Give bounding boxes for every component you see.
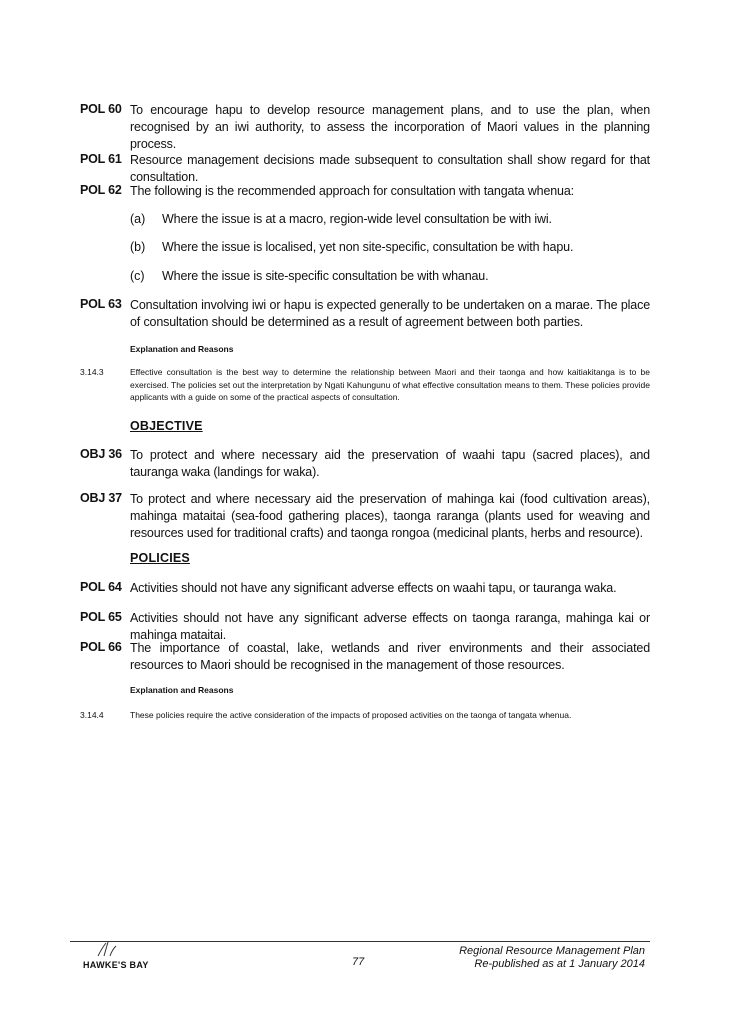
footer-rule	[70, 941, 650, 942]
obj-37-text: To protect and where necessary aid the preservation of mahinga kai (food cultivation areas), mahinga mataitai (sea-food gathering places), taonga raranga (plants used for weaving and resources used for traditional crafts) and taonga rongoa (medicinal plants, herbs and resource).	[130, 492, 650, 540]
pol-62-item-a-text: Where the issue is at a macro, region-wide level consultation be with iwi.	[162, 212, 552, 226]
explanation-heading-1: Explanation and Reasons	[130, 344, 234, 354]
pol-60-text: To encourage hapu to develop resource management plans, and to use the plan, when recognised by an iwi authority, to assess the incorporation of Maori values in the planning process.	[130, 103, 650, 151]
pol-64-label: POL 64	[80, 580, 122, 594]
footer-title: Regional Resource Management Plan	[459, 945, 645, 957]
pol-63-text: Consultation involving iwi or hapu is expected generally to be undertaken on a marae. The place of consultation should be determined as a result of agreement between both parties.	[130, 298, 650, 329]
policies-heading: POLICIES	[130, 551, 190, 565]
footer-logo-text: HAWKE'S BAY	[83, 960, 149, 970]
pol-66-text: The importance of coastal, lake, wetlands and river environments and their associated resources to Maori should be recognised in the management of those resources.	[130, 641, 650, 672]
pol-62-item-c-marker: (c)	[130, 269, 145, 283]
obj-36-label: OBJ 36	[80, 447, 122, 461]
explanation-text-2: These policies require the active consideration of the impacts of proposed activities on the taonga of tangata whenua.	[130, 710, 572, 720]
obj-36-text: To protect and where necessary aid the preservation of waahi tapu (sacred places), and tauranga waka (landings for waka).	[130, 448, 650, 479]
pol-65-label: POL 65	[80, 610, 122, 624]
pol-66-label: POL 66	[80, 640, 122, 654]
pol-62-item-b-marker: (b)	[130, 240, 146, 254]
explanation-number-2: 3.14.4	[80, 710, 104, 720]
pol-60-label: POL 60	[80, 102, 122, 116]
pol-62-item-c-text: Where the issue is site-specific consultation be with whanau.	[162, 269, 489, 283]
pol-62-label: POL 62	[80, 183, 122, 197]
objective-heading: OBJECTIVE	[130, 419, 203, 433]
explanation-heading-2: Explanation and Reasons	[130, 685, 234, 695]
explanation-number-1: 3.14.3	[80, 367, 104, 377]
hawkes-bay-logo-icon	[92, 940, 122, 958]
pol-64-text: Activities should not have any significant adverse effects on waahi tapu, or tauranga waka.	[130, 581, 617, 595]
pol-62-item-b-text: Where the issue is localised, yet non site-specific, consultation be with hapu.	[162, 240, 574, 254]
pol-61-label: POL 61	[80, 152, 122, 166]
footer-subtitle: Re-published as at 1 January 2014	[474, 958, 645, 970]
pol-62-item-a-marker: (a)	[130, 212, 146, 226]
explanation-text-1: Effective consultation is the best way to determine the relationship between Maori and their taonga and how kaitiakitanga is to be exercised. The policies set out the interpretation by Ngati Kahungunu of what effective consultation means to them. These policies provide applicants with a guide on some of the practical aspects of consultation.	[130, 367, 650, 402]
pol-65-text: Activities should not have any significant adverse effects on taonga raranga, mahinga kai or mahinga mataitai.	[130, 611, 650, 642]
page-number: 77	[352, 956, 365, 968]
pol-61-text: Resource management decisions made subsequent to consultation shall show regard for that consultation.	[130, 153, 650, 184]
pol-63-label: POL 63	[80, 297, 122, 311]
pol-62-text: The following is the recommended approach for consultation with tangata whenua:	[130, 184, 574, 198]
obj-37-label: OBJ 37	[80, 491, 122, 505]
